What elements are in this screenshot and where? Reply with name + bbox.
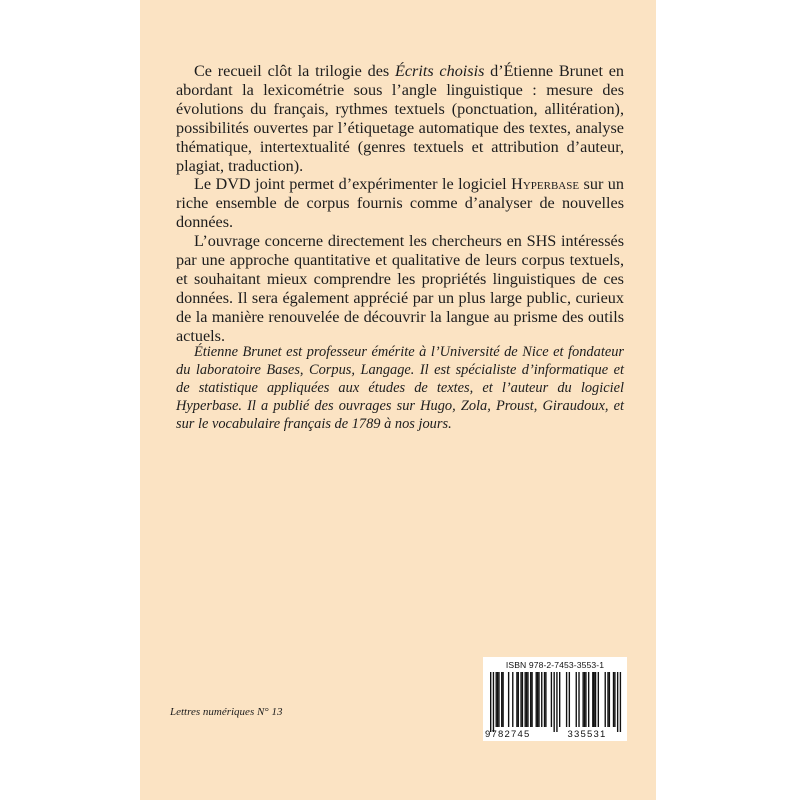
barcode-bar (508, 672, 509, 727)
description-paragraph-2 (176, 175, 624, 232)
back-cover (140, 0, 656, 800)
barcode-bar (497, 672, 498, 727)
barcode-bar (527, 672, 528, 727)
barcode-bar (490, 672, 491, 732)
barcode-bar (544, 672, 545, 727)
cover-description (176, 62, 624, 346)
barcode-bar (607, 672, 608, 727)
barcode-bar (620, 672, 621, 732)
isbn-label: ISBN 978-2-7453-3553-1 (505, 660, 605, 670)
paragraph-1-lead: Ce recueil clôt la trilogie des (194, 62, 395, 80)
barcode-bar (582, 672, 583, 727)
barcode-bar (516, 672, 517, 727)
barcode-digits-right: 335531 (567, 729, 607, 740)
barcode-bar (605, 672, 606, 727)
barcode-bar (518, 672, 519, 727)
barcode-bar (559, 672, 560, 727)
barcode-bar (522, 672, 523, 727)
barcode-bar (614, 672, 615, 727)
barcode-bar (493, 672, 494, 732)
paragraph-2-lead: Le DVD joint permet d’expérimenter le logiciel (194, 175, 512, 194)
barcode-digit-first: 9 (485, 729, 491, 740)
barcode-bar (578, 672, 579, 727)
barcode-bar (584, 672, 585, 727)
barcode-bar (512, 672, 513, 727)
barcode-bar (588, 672, 589, 727)
software-name: Hyperbase (511, 175, 580, 194)
paragraph-1-rest: d’Étienne Brunet en abordant la lexicométrie sous l’angle linguistique : mesure des évolutions du français, rythmes textuels (ponctuation, allitération), possibilités ouvertes par l’étiquetage automatique des textes, analyse thématique, intertextualité (genres textuels et attribution d’auteur, plagiat, traduction). (176, 62, 625, 175)
barcode-bar (531, 672, 532, 727)
series-label: Lettres numériques N° 13 (170, 706, 283, 718)
barcode-bar (556, 672, 557, 732)
barcode-bar (498, 672, 499, 727)
barcode-bar (525, 672, 526, 727)
barcode-bar (617, 672, 618, 732)
barcode-bar (569, 672, 570, 727)
barcode-bar (551, 672, 552, 727)
paragraph-2-rest: sur un riche ensemble de corpus fournis comme d’analyser de nouvelles données. (176, 175, 624, 232)
barcode-bar (609, 672, 610, 727)
barcode-bar (594, 672, 595, 727)
barcode-bar (595, 672, 596, 727)
author-bio: Étienne Brunet est professeur émérite à l’Université de Nice et fondateur du laboratoire Bases, Corpus, Langage. Il est spécialiste d’informatique et de statistique appliquées aux études de textes, et l’auteur du logiciel Hyperbase. Il a publié des ouvrages sur Hugo, Zola, Proust, Giraudoux, et sur le vocabulaire français de 1789 à nos jours. (176, 344, 624, 432)
description-paragraph-1 (176, 62, 624, 175)
barcode-bar (566, 672, 567, 727)
barcode-bar (530, 672, 531, 727)
barcode-bar (598, 672, 599, 727)
barcode-bar (496, 672, 497, 727)
barcode-bar (592, 672, 593, 727)
barcode-bar (537, 672, 538, 727)
description-paragraph-3: L’ouvrage concerne directement les chercheurs en SHS intéressés par une approche quantitative et qualitative de leurs corpus textuels, et souhaitant mieux comprendre les propriétés linguistiques de ces données. Il sera également apprécié par un plus large public, curieux de la manière renouvelée de découvrir la langue au prisme des outils actuels. (176, 232, 624, 345)
barcode-digits-left: 782745 (491, 729, 531, 740)
barcode-bar (585, 672, 586, 727)
barcode-bar (541, 672, 542, 727)
barcode-bar (553, 672, 554, 732)
barcode-bar (502, 672, 503, 727)
barcode (483, 657, 627, 741)
barcode-bar (520, 672, 521, 727)
barcode-bar (501, 672, 502, 727)
barcode-bar (536, 672, 537, 727)
barcode-bar (576, 672, 577, 727)
barcode-bar (538, 672, 539, 727)
barcode-bar (545, 672, 546, 727)
barcode-bar (526, 672, 527, 727)
book-series-title: Écrits choisis (394, 62, 485, 80)
barcode-bar (613, 672, 614, 727)
